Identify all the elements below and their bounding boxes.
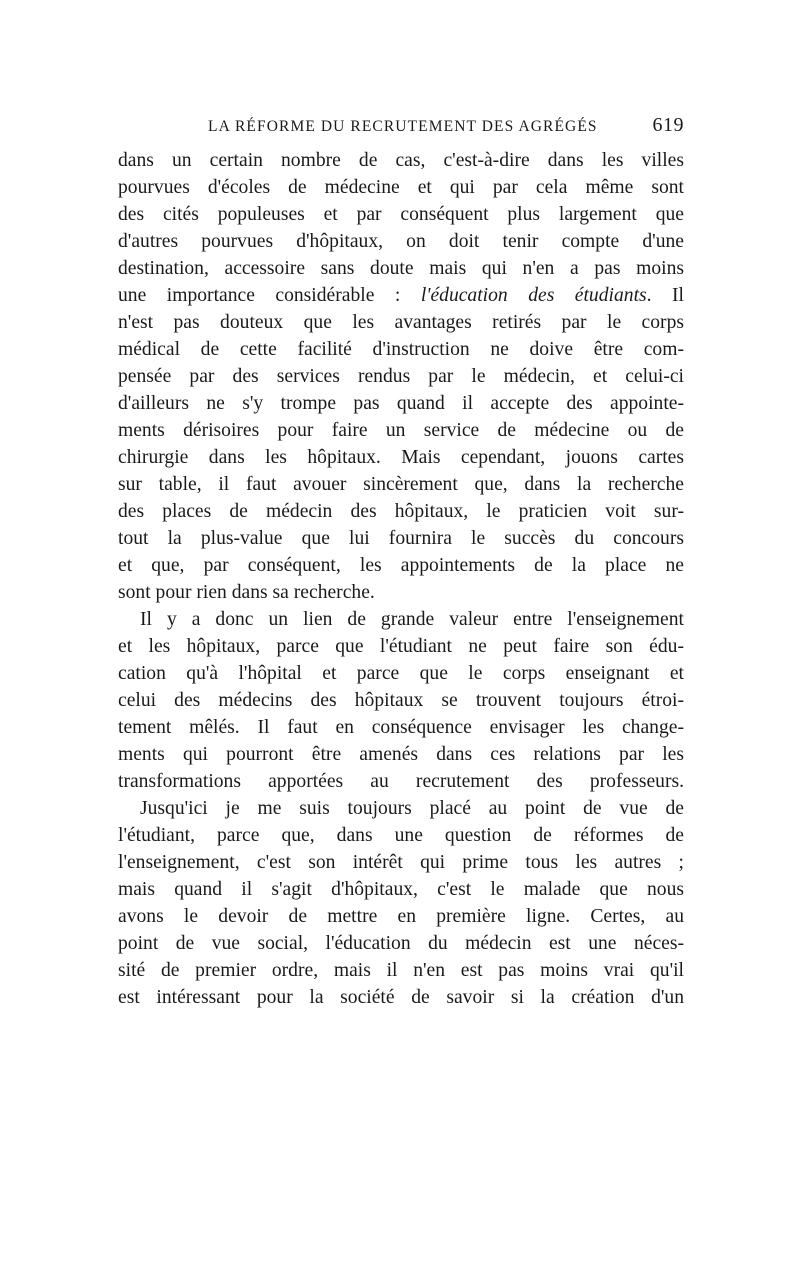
text-line: mais quand il s'agit d'hôpitaux, c'est le malade que nous	[118, 879, 684, 900]
text-line: destination, accessoire sans doute mais qui n'en a pas moins	[118, 258, 684, 279]
text-line: des places de médecin des hôpitaux, le praticien voit sur-	[118, 501, 684, 522]
text-line: point de vue social, l'éducation du médecin est une néces-	[118, 933, 684, 954]
text-line	[118, 282, 684, 309]
text-line: sur table, il faut avouer sincèrement que, dans la recherche	[118, 474, 684, 495]
text-line: ments qui pourront être amenés dans ces relations par les	[118, 744, 684, 765]
text-line: des cités populeuses et par conséquent plus largement que	[118, 204, 684, 225]
text-line: l'étudiant, parce que, dans une question de réformes de	[118, 825, 684, 846]
text-line: Il y a donc un lien de grande valeur entre l'enseignement	[140, 609, 684, 630]
text-line: d'autres pourvues d'hôpitaux, on doit tenir compte d'une	[118, 231, 684, 252]
text-line: et que, par conséquent, les appointements de la place ne	[118, 555, 684, 576]
text-line: transformations apportées au recrutement des professeurs.	[118, 771, 684, 792]
text-line: d'ailleurs ne s'y trompe pas quand il accepte des appointe-	[118, 393, 684, 414]
text-line: tement mêlés. Il faut en conséquence envisager les change-	[118, 717, 684, 738]
text-line: celui des médecins des hôpitaux se trouvent toujours étroi-	[118, 690, 684, 711]
text-line: dans un certain nombre de cas, c'est-à-dire dans les villes	[118, 150, 684, 171]
text-line: cation qu'à l'hôpital et parce que le corps enseignant et	[118, 663, 684, 684]
text-line: tout la plus-value que lui fournira le succès du concours	[118, 528, 684, 549]
running-head	[118, 114, 684, 138]
text-line: pourvues d'écoles de médecine et qui par cela même sont	[118, 177, 684, 198]
text-line: pensée par des services rendus par le médecin, et celui-ci	[118, 366, 684, 387]
text-line: avons le devoir de mettre en première ligne. Certes, au	[118, 906, 684, 927]
text-line: sont pour rien dans sa recherche.	[118, 582, 375, 603]
text-segment: . Il	[646, 285, 684, 306]
body-text	[118, 147, 684, 1011]
text-line: sité de premier ordre, mais il n'en est pas moins vrai qu'il	[118, 960, 684, 981]
running-title: LA RÉFORME DU RECRUTEMENT DES AGRÉGÉS	[208, 118, 598, 135]
text-line: est intéressant pour la société de savoir si la création d'un	[118, 987, 684, 1008]
text-line: n'est pas douteux que les avantages retirés par le corps	[118, 312, 684, 333]
italic-phrase: l'éducation des étudiants	[420, 285, 647, 306]
text-line: ments dérisoires pour faire un service de médecine ou de	[118, 420, 684, 441]
text-line: l'enseignement, c'est son intérêt qui prime tous les autres ;	[118, 852, 684, 873]
text-line: Jusqu'ici je me suis toujours placé au point de vue de	[140, 798, 684, 819]
text-line: médical de cette facilité d'instruction ne doive être com-	[118, 339, 684, 360]
text-line: et les hôpitaux, parce que l'étudiant ne peut faire son édu-	[118, 636, 684, 657]
page-number: 619	[652, 114, 684, 136]
text-line: chirurgie dans les hôpitaux. Mais cependant, jouons cartes	[118, 447, 684, 468]
text-segment: une importance considérable :	[118, 285, 421, 306]
